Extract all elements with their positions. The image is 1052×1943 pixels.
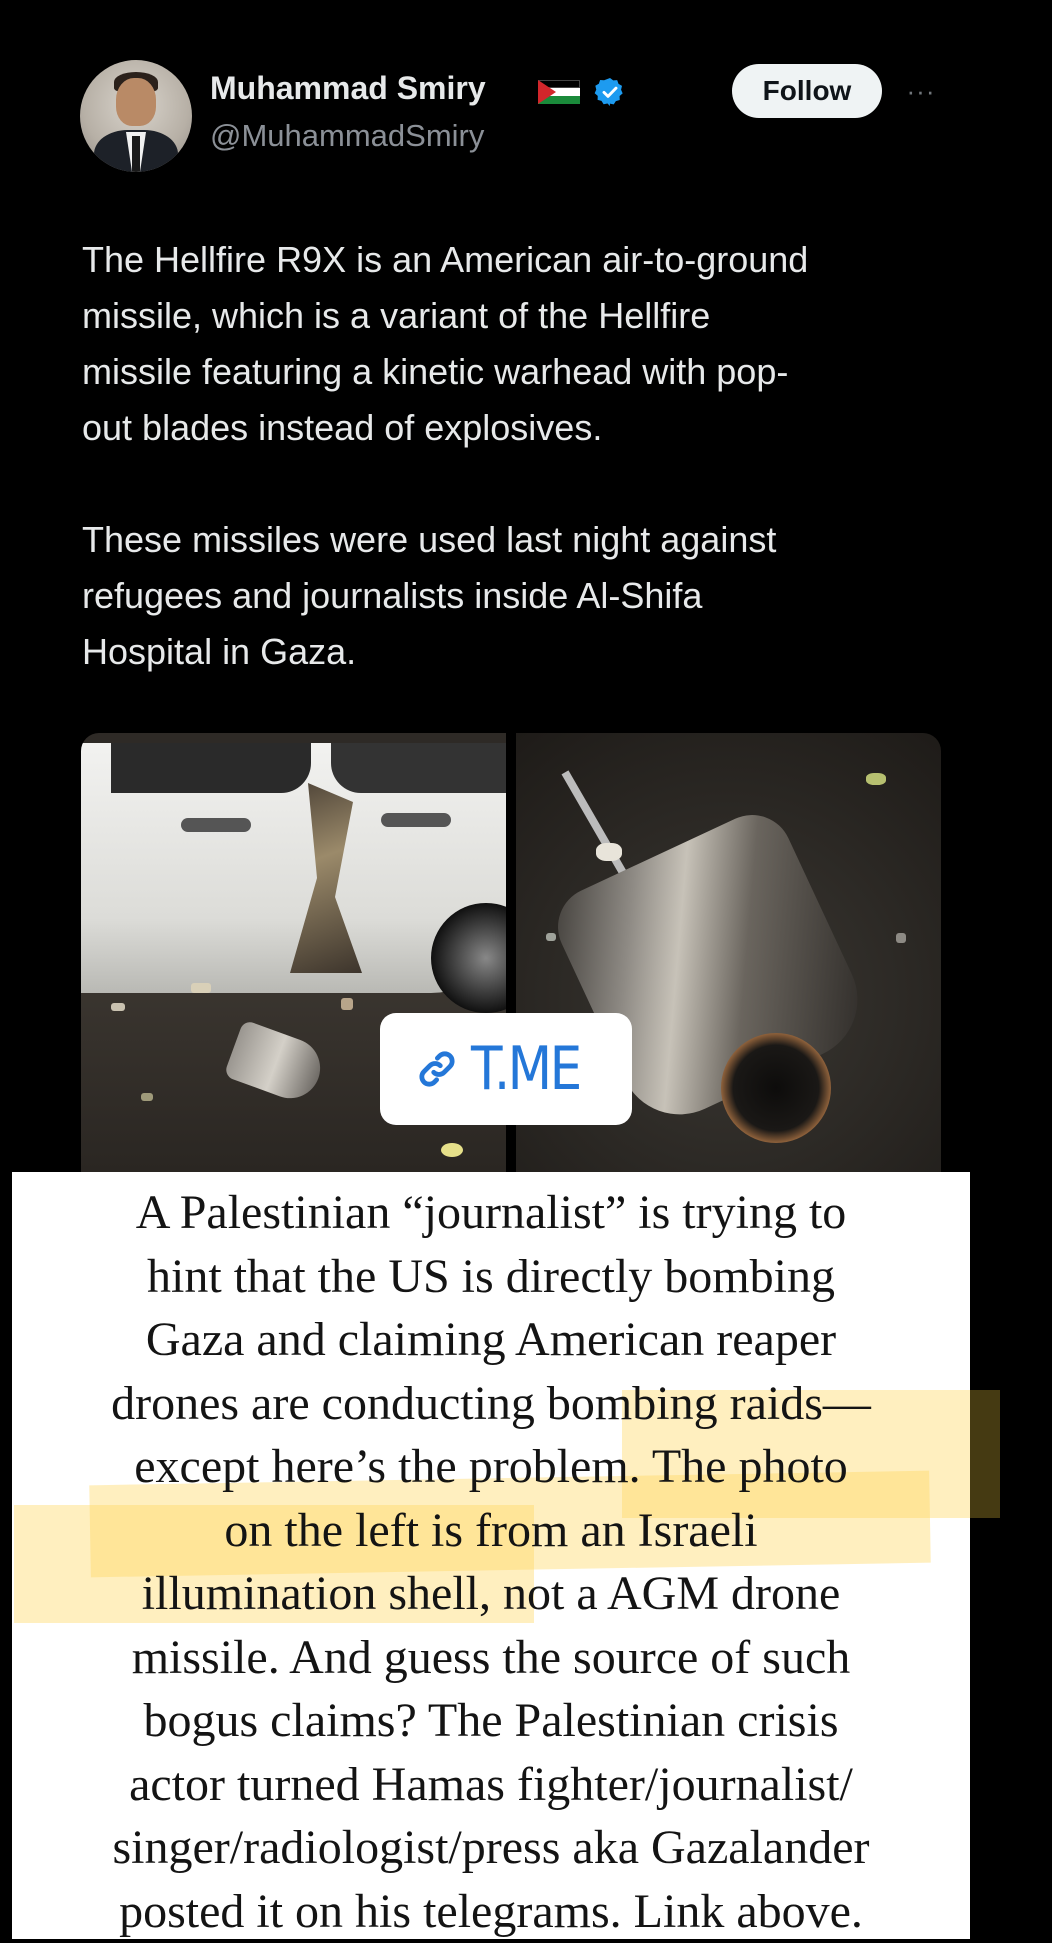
author-display-name[interactable]: Muhammad Smiry xyxy=(210,70,486,107)
caption-line: singer/radiologist/press aka Gazalander xyxy=(12,1816,970,1880)
caption-line: illumination shell, not a AGM drone xyxy=(12,1562,970,1626)
author-avatar[interactable] xyxy=(80,60,192,172)
link-icon xyxy=(415,1047,459,1091)
caption-line: actor turned Hamas fighter/journalist/ xyxy=(12,1753,970,1817)
verified-badge-icon xyxy=(594,76,626,108)
follow-button[interactable]: Follow xyxy=(732,64,882,118)
caption-line: except here’s the problem. The photo xyxy=(12,1435,970,1499)
caption-line: missile. And guess the source of such xyxy=(12,1626,970,1690)
caption-text xyxy=(12,1172,970,1943)
caption-line: A Palestinian “journalist” is trying to xyxy=(12,1181,970,1245)
caption-line: hint that the US is directly bombing xyxy=(12,1245,970,1309)
caption-line: posted it on his telegrams. Link above. xyxy=(12,1880,970,1943)
more-options-icon[interactable]: ··· xyxy=(904,74,938,108)
tweet-text: The Hellfire R9X is an American air-to-ground missile, which is a variant of the Hellfire missile featuring a kinetic warhead with pop- out blades instead of explosives. These missiles were used last night against refugees and journalists inside Al-Shifa Hospital in Gaza. xyxy=(82,232,962,680)
caption-line: on the left is from an Israeli xyxy=(12,1499,970,1563)
caption-line: Gaza and claiming American reaper xyxy=(12,1308,970,1372)
caption-line: drones are conducting bombing raids— xyxy=(12,1372,970,1436)
highlight-stroke xyxy=(970,1390,1000,1518)
palestine-flag-icon xyxy=(538,80,580,104)
author-handle[interactable]: @MuhammadSmiry xyxy=(210,118,484,154)
caption-line: bogus claims? The Palestinian crisis xyxy=(12,1689,970,1753)
link-sticker[interactable] xyxy=(380,1013,632,1125)
link-sticker-label: T.ME xyxy=(471,1034,580,1104)
